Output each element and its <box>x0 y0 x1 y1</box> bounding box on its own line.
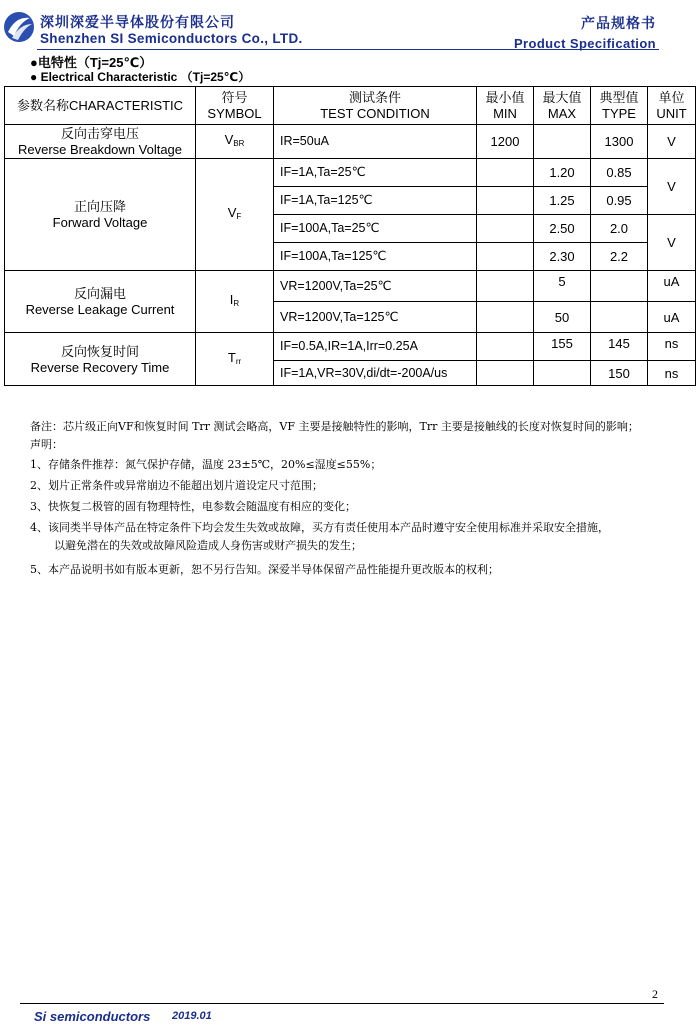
table-row <box>5 333 696 361</box>
test-condition: IF=1A,Ta=125℃ <box>274 187 477 215</box>
min-value <box>477 187 534 215</box>
test-condition: IF=0.5A,IR=1A,Irr=0.25A <box>274 333 477 361</box>
test-condition: IR=50uA <box>274 125 477 159</box>
max-value: 5 <box>534 271 591 302</box>
min-value <box>477 159 534 187</box>
header-max: 最大值 MAX <box>534 87 591 125</box>
section-title-cn: ●电特性（Tj=25℃） <box>30 55 153 70</box>
company-name-en: Shenzhen SI Semiconductors Co., LTD. <box>40 31 303 46</box>
table-row <box>5 159 696 187</box>
max-value <box>534 361 591 386</box>
typ-value: 150 <box>591 361 648 386</box>
min-value <box>477 302 534 333</box>
header-typ: 典型值 TYPE <box>591 87 648 125</box>
test-condition: IF=100A,Ta=25℃ <box>274 215 477 243</box>
declaration-item: 3、快恢复二极管的固有物理特性，电参数会随温度有相应的变化； <box>30 500 356 513</box>
param-name: 反向恢复时间 Reverse Recovery Time <box>5 333 196 386</box>
min-value <box>477 243 534 271</box>
min-value <box>477 215 534 243</box>
declaration-item: 4、该同类半导体产品在特定条件下均会发生失效或故障，买方有责任使用本产品时遵守安全使用标准并采取安全措施， <box>30 521 609 534</box>
param-symbol: $I_R$ <box>196 271 274 333</box>
param-name: 反向漏电 Reverse Leakage Current <box>5 271 196 333</box>
max-value: 2.50 <box>534 215 591 243</box>
test-condition: VR=1200V,Ta=25℃ <box>274 271 477 302</box>
unit-value: ns <box>648 333 696 361</box>
test-condition: IF=1A,Ta=25℃ <box>274 159 477 187</box>
footer-company: Si semiconductors <box>34 1009 151 1024</box>
param-name: 反向击穿电压 Reverse Breakdown Voltage <box>5 125 196 159</box>
declaration-item: 5、本产品说明书如有版本更新，恕不另行告知。深爱半导体保留产品性能提升更改版本的权利； <box>30 563 499 576</box>
footer-date: 2019.01 <box>172 1010 212 1022</box>
typ-value: 0.85 <box>591 159 648 187</box>
table-header-row <box>5 87 696 125</box>
max-value: 2.30 <box>534 243 591 271</box>
max-value: 50 <box>534 302 591 333</box>
param-symbol: $T_{rr}$ <box>196 333 274 386</box>
declaration-item: 2、划片正常条件或异常崩边不能超出划片道设定尺寸范围； <box>30 479 323 492</box>
typ-value: 1300 <box>591 125 648 159</box>
page-header <box>0 0 698 52</box>
si-logo-icon <box>2 10 36 44</box>
page-number: 2 <box>652 987 658 1001</box>
max-value: 155 <box>534 333 591 361</box>
param-symbol: $V_F$ <box>196 159 274 271</box>
header-min: 最小值 MIN <box>477 87 534 125</box>
header-divider <box>37 49 659 50</box>
typ-value <box>591 271 648 302</box>
header-condition: 测试条件 TEST CONDITION <box>274 87 477 125</box>
typ-value <box>591 302 648 333</box>
param-symbol: $V_{BR}$ <box>196 125 274 159</box>
header-characteristic: 参数名称CHARACTERISTIC <box>5 87 196 125</box>
declaration-title: 声明： <box>30 438 63 451</box>
unit-value: V <box>648 125 696 159</box>
typ-value: 0.95 <box>591 187 648 215</box>
max-value: 1.25 <box>534 187 591 215</box>
max-value: 1.20 <box>534 159 591 187</box>
param-name: 正向压降 Forward Voltage <box>5 159 196 271</box>
declaration-item-continued: 以避免潜在的失效或故障风险造成人身伤害或财产损失的发生； <box>54 539 362 552</box>
unit-value: ns <box>648 361 696 386</box>
unit-value: uA <box>648 302 696 333</box>
typ-value: 145 <box>591 333 648 361</box>
typ-value: 2.0 <box>591 215 648 243</box>
unit-value: V <box>648 215 696 271</box>
test-condition: IF=100A,Ta=125℃ <box>274 243 477 271</box>
min-value <box>477 271 534 302</box>
table-row <box>5 271 696 302</box>
header-symbol: 符号 SYMBOL <box>196 87 274 125</box>
unit-value: V <box>648 159 696 215</box>
min-value <box>477 361 534 386</box>
max-value <box>534 125 591 159</box>
unit-value: uA <box>648 271 696 302</box>
spec-title-en: Product Specification <box>513 36 656 51</box>
header-unit: 单位 UNIT <box>648 87 696 125</box>
spec-title-cn: 产品规格书 <box>581 15 656 31</box>
section-title-en: ● Electrical Characteristic （Tj=25℃） <box>30 70 251 84</box>
table-note: 备注：芯片级正向VF和恢复时间 Trr 测试会略高，VF 主要是接触特性的影响，Trr 主要是接触线的长度对恢复时间的影响； <box>30 420 639 433</box>
min-value <box>477 333 534 361</box>
table-row <box>5 125 696 159</box>
company-name-cn: 深圳深爱半导体股份有限公司 <box>40 14 235 30</box>
typ-value: 2.2 <box>591 243 648 271</box>
electrical-characteristics-table <box>4 86 696 386</box>
test-condition: VR=1200V,Ta=125℃ <box>274 302 477 333</box>
min-value: 1200 <box>477 125 534 159</box>
footer-divider <box>20 1003 664 1004</box>
declaration-item: 1、存储条件推荐：氮气保护存储，温度 23±5℃，20%≤湿度≤55%； <box>30 458 382 471</box>
test-condition: IF=1A,VR=30V,di/dt=-200A/us <box>274 361 477 386</box>
